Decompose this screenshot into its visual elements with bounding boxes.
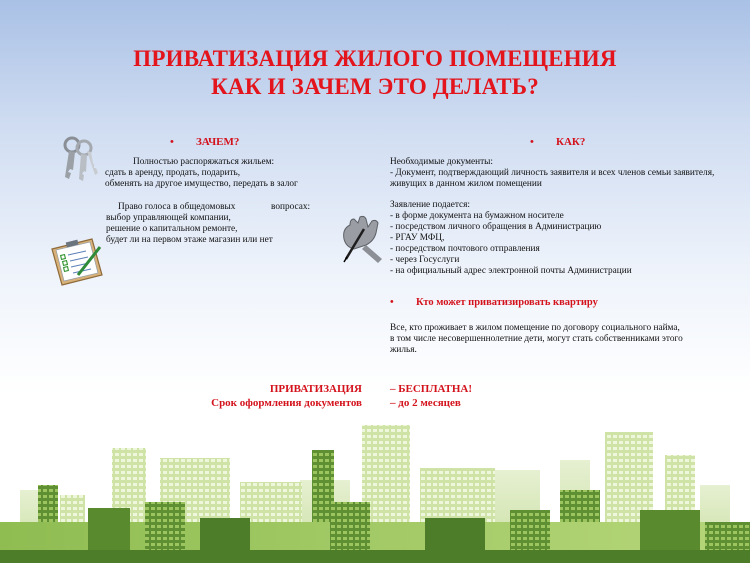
docs-line1: - Документ, подтверждающий личность заявителя и всех членов семьи заявителя, <box>390 168 715 178</box>
left-para2-line3: будет ли на первом этаже магазин или нет <box>106 235 273 245</box>
docs-line2: живущих в данном жилом помещении <box>390 179 542 189</box>
submit-item-5: - через Госуслуги <box>390 255 460 265</box>
submit-item-3: - РГАУ МФЦ, <box>390 233 445 243</box>
who-bullet: • <box>390 297 394 308</box>
clipboard-icon <box>48 235 106 287</box>
submit-item-6: - на официальный адрес электронной почты Администрации <box>390 266 632 276</box>
left-heading-text: ЗАЧЕМ? <box>196 136 240 148</box>
deadline-label: Срок оформления документов <box>211 397 362 409</box>
submit-item-4: - посредством почтового отправления <box>390 244 540 254</box>
submit-item-1: - в форме документа на бумажном носителе <box>390 211 564 221</box>
who-line2: в том числе несовершеннолетние дети, могут стать собственниками этого <box>390 334 683 344</box>
privatization-label: ПРИВАТИЗАЦИЯ <box>269 383 362 395</box>
privatization-value: – БЕСПЛАТНА! <box>390 383 473 395</box>
page-subtitle: КАК И ЗАЧЕМ ЭТО ДЕЛАТЬ? <box>211 74 539 99</box>
hand-pen-icon <box>336 205 384 263</box>
left-para2-line1: выбор управляющей компании, <box>106 213 231 223</box>
submit-title: Заявление подается: <box>390 200 470 210</box>
right-heading-text: КАК? <box>556 136 586 148</box>
left-heading <box>170 136 239 148</box>
who-heading-text: Кто может приватизировать квартиру <box>416 297 598 308</box>
keys-icon <box>57 135 101 183</box>
docs-title: Необходимые документы: <box>390 157 493 167</box>
right-heading <box>530 136 585 148</box>
deadline-value: – до 2 месяцев <box>390 397 461 409</box>
submit-item-2: - посредством личного обращения в Администрацию <box>390 222 602 232</box>
left-bullet: • <box>170 136 174 148</box>
left-para1-line1: Полностью распоряжаться жильем: <box>133 157 275 167</box>
who-line1: Все, кто проживает в жилом помещение по договору социального найма, <box>390 323 680 333</box>
left-para2-part1: Право голоса в общедомовых <box>118 202 236 212</box>
left-para1-line2: сдать в аренду, продать, подарить, <box>105 168 241 178</box>
city-skyline <box>0 410 750 563</box>
page-title: ПРИВАТИЗАЦИЯ ЖИЛОГО ПОМЕЩЕНИЯ <box>133 46 617 71</box>
left-para1-line3: обменять на другое имущество, передать в залог <box>105 179 298 189</box>
left-para2-line2: решение о капитальном ремонте, <box>106 224 238 234</box>
who-line3: жилья. <box>390 345 417 355</box>
left-para2-part2: вопросах: <box>271 202 311 212</box>
who-heading <box>390 296 598 310</box>
right-bullet: • <box>530 136 534 148</box>
